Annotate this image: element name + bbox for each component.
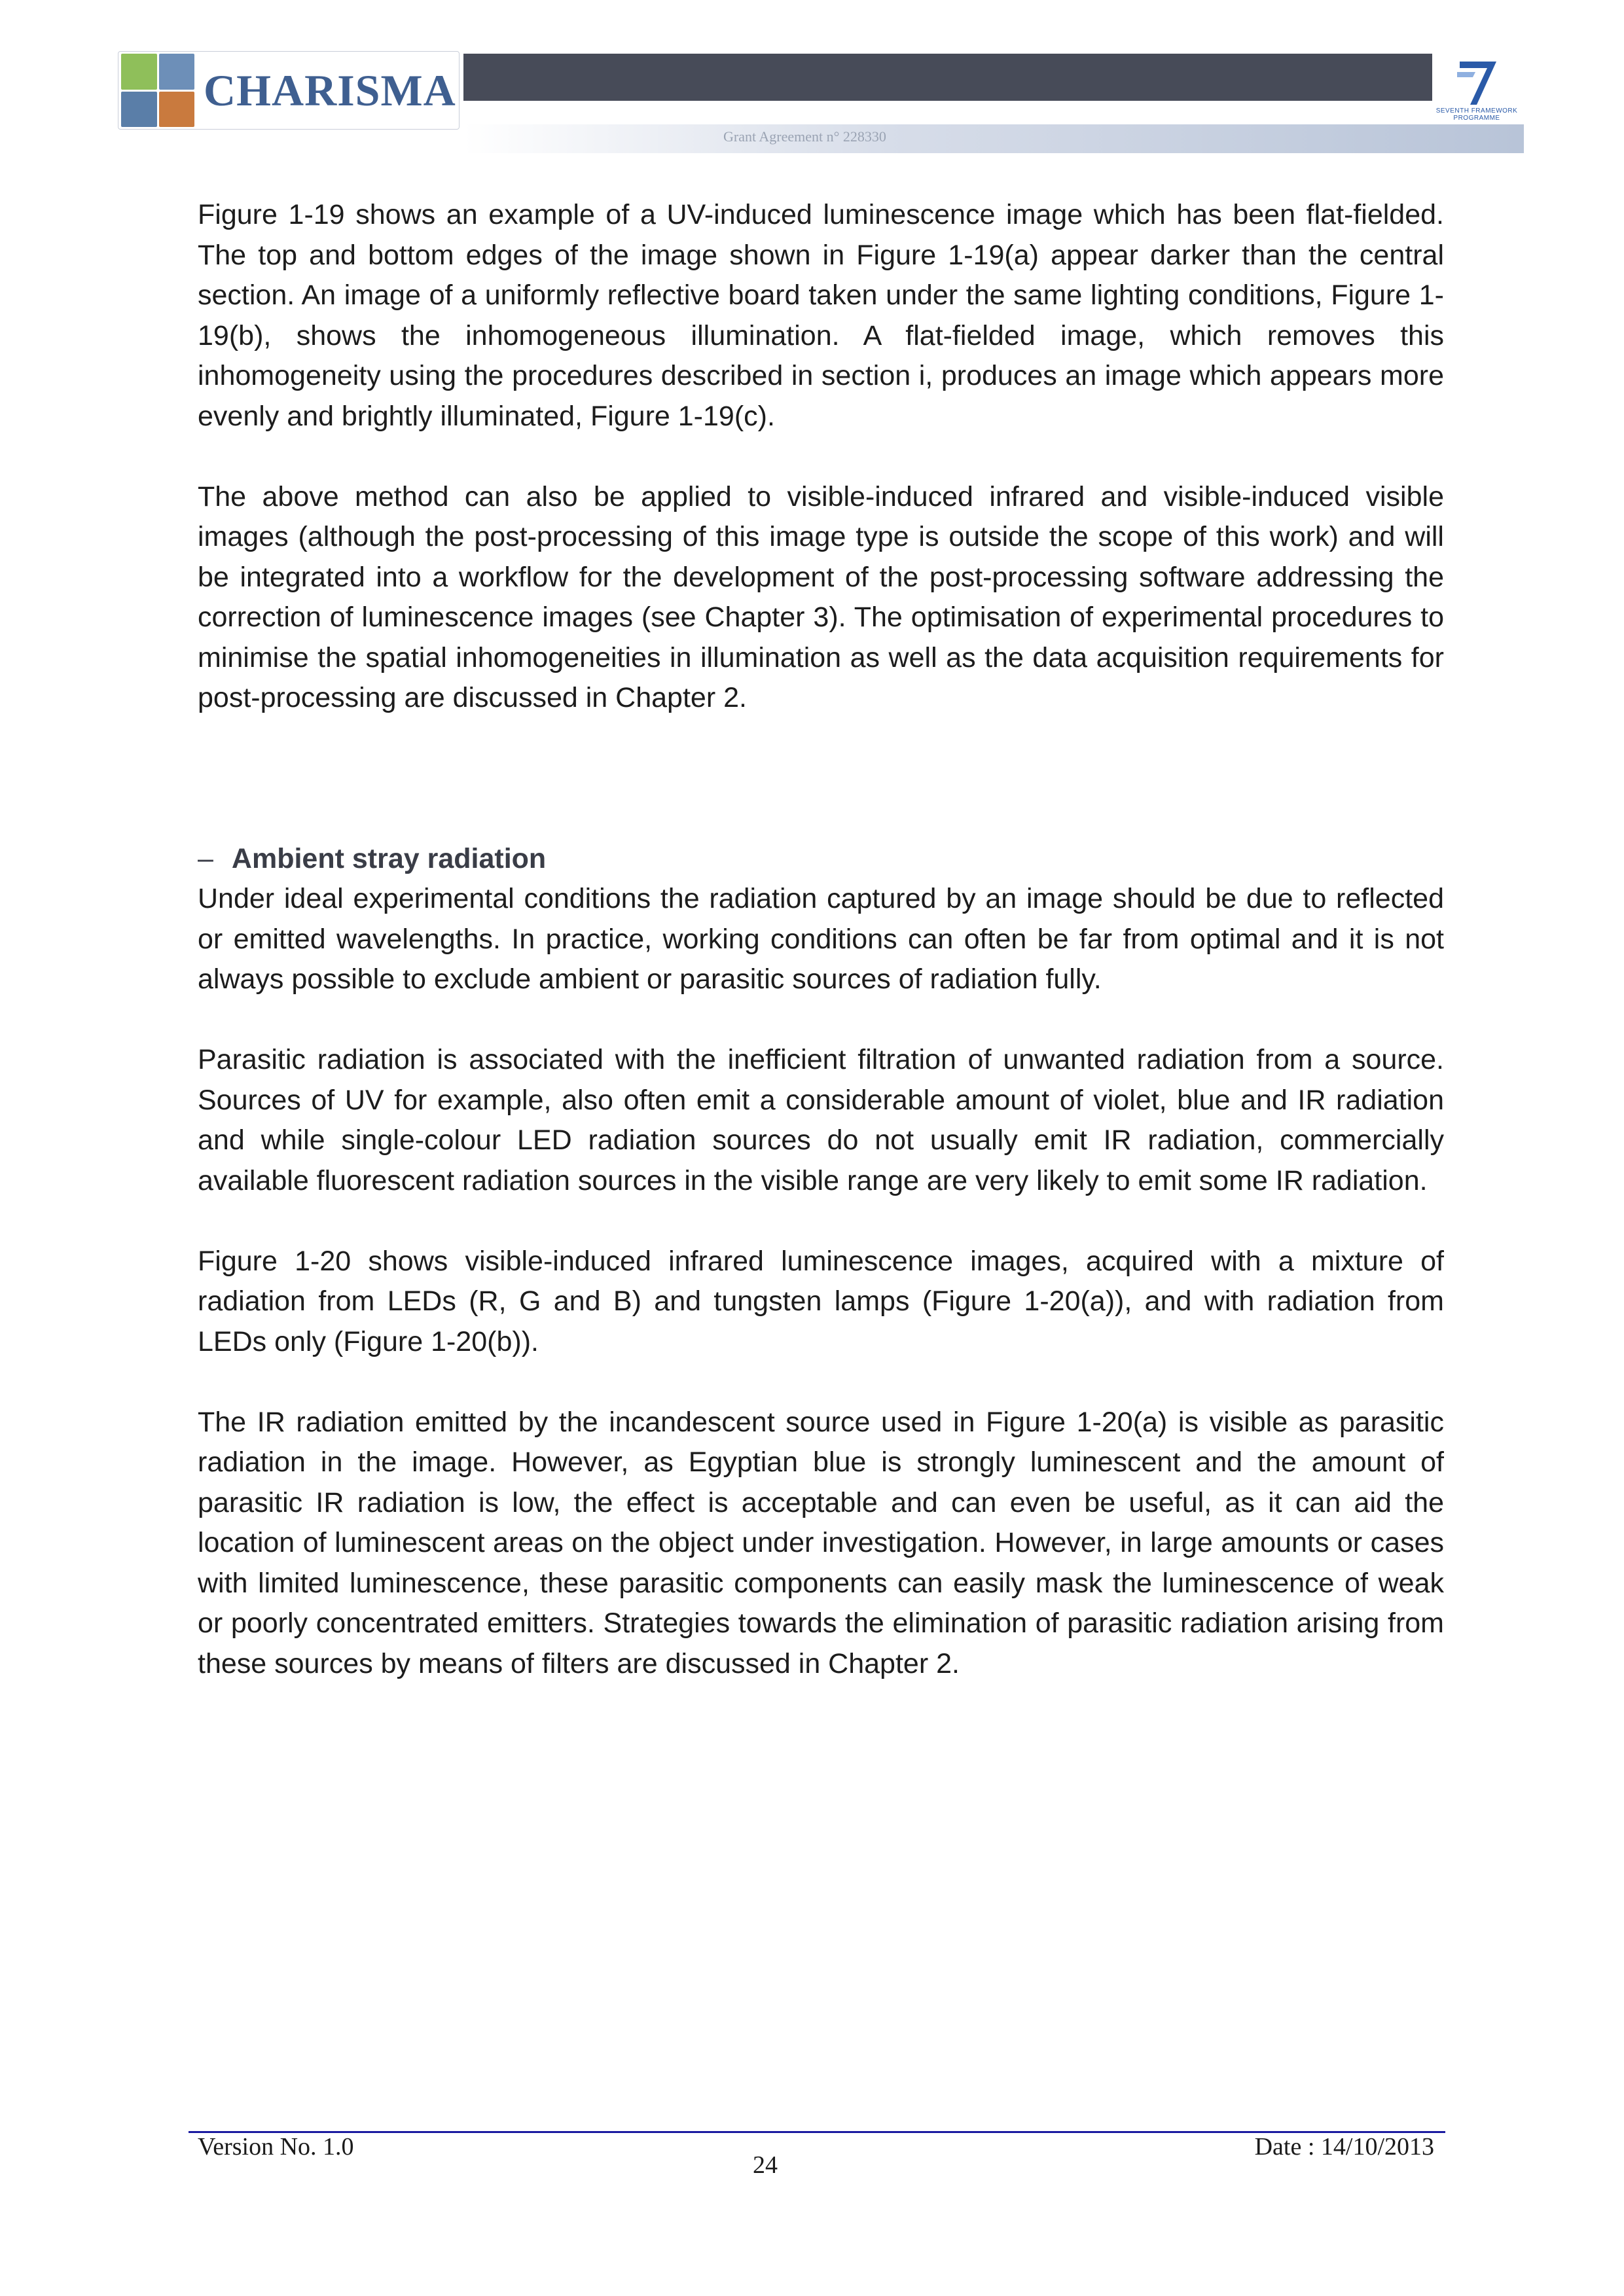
paragraph-3: Under ideal experimental conditions the radiation captured by an image should be due to reflected or emitted wavelengths. In practice, working conditions can often be far from optimal and it is not always possible to exclude ambient or parasitic sources of radiation fully. xyxy=(198,883,1444,995)
page-body xyxy=(198,195,1444,1684)
statue-tiles-icon xyxy=(121,54,194,127)
paragraph-5: Figure 1-20 shows visible-induced infrared luminescence images, acquired with a mixture of radiation from LEDs (R, G and B) and tungsten lamps (Figure 1-20(a)), and with radiation from LEDs only (Figure 1-20(b)). xyxy=(198,1245,1444,1357)
header-band xyxy=(463,124,1524,153)
charisma-logo xyxy=(118,51,460,130)
paragraph-1: Figure 1-19 shows an example of a UV-induced luminescence image which has been flat-fielded. The top and bottom edges of the image shown in Figure 1-19(a) appear darker than the central section. An image of a uniformly reflective board taken under the same lighting conditions, Figure 1-19(b), shows the inhomogeneous illumination. A flat-fielded image, which removes this inhomogeneity using the procedures described in section i, produces an image which appears more evenly and brightly illuminated, Figure 1-19(c). xyxy=(198,199,1444,432)
footer-version: Version No. 1.0 xyxy=(198,2133,354,2161)
heading-dash: – xyxy=(198,842,213,874)
paragraph-4: Parasitic radiation is associated with the inefficient filtration of unwanted radiation from a source. Sources of UV for example, also often emit a considerable amount of violet, blue and IR radiation and while single-colour LED radiation sources do not usually emit IR radiation, commercially available fluorescent radiation sources in the visible range are very likely to emit some IR radiation. xyxy=(198,1044,1444,1196)
seven-icon xyxy=(1451,55,1503,107)
heading-text: Ambient stray radiation xyxy=(231,842,547,874)
fp7-logo xyxy=(1431,55,1523,132)
page-number: 24 xyxy=(753,2151,778,2179)
header-bar xyxy=(463,54,1432,101)
fp7-caption-2: PROGRAMME xyxy=(1453,115,1500,122)
footer-date: Date : 14/10/2013 xyxy=(1254,2133,1434,2161)
paragraph-2: The above method can also be applied to visible-induced infrared and visible-induced visible images (although the post-processing of this image type is outside the scope of this work) and will be integrated into a workflow for the development of the post-processing software addressing the correction of luminescence images (see Chapter 3). The optimisation of experimental procedures to minimise the spatial inhomogeneities in illumination as well as the data acquisition requirements for post-processing are discussed in Chapter 2. xyxy=(198,480,1444,713)
grant-agreement: Grant Agreement n° 228330 xyxy=(723,128,886,145)
fp7-caption-1: SEVENTH FRAMEWORK xyxy=(1435,107,1518,115)
paragraph-6: The IR radiation emitted by the incandescent source used in Figure 1-20(a) is visible as parasitic radiation in the image. However, as Egyptian blue is strongly luminescent and the amount of parasitic IR radiation is low, the effect is acceptable and can even be useful, as it can aid the location of luminescent areas on the object under investigation. However, in large amounts or cases with limited luminescence, these parasitic components can easily mask the luminescence of weak or poorly concentrated emitters. Strategies towards the elimination of parasitic radiation arising from these sources by means of filters are discussed in Chapter 2. xyxy=(198,1406,1444,1679)
logo-text: CHARISMA xyxy=(204,65,456,115)
section-heading xyxy=(198,839,1444,880)
